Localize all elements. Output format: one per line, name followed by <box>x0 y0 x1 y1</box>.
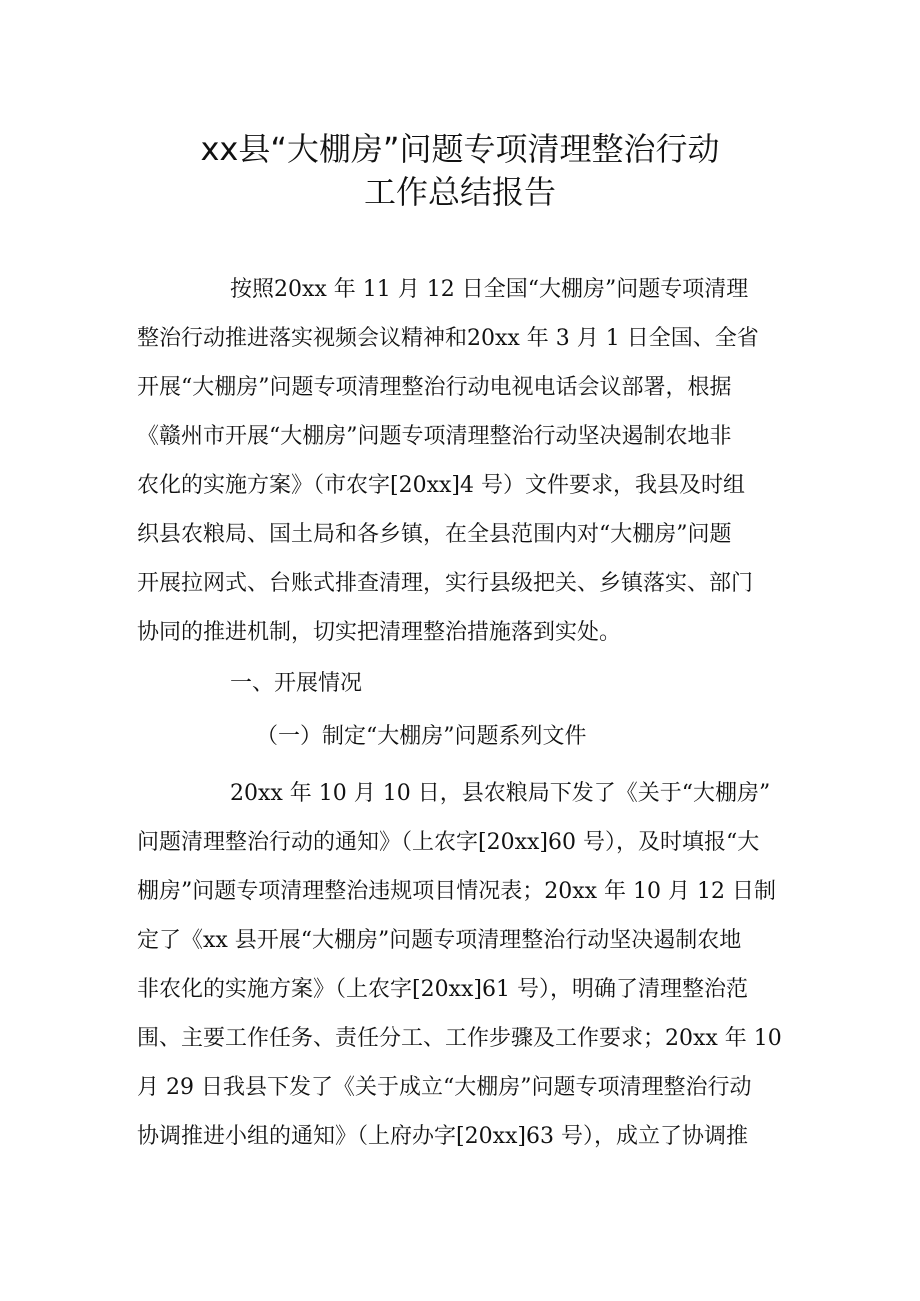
paragraph-line: 开展拉网式、台账式排查清理，实行县级把关、乡镇落实、部门 <box>137 571 754 596</box>
document-title-line-2: 工作总结报告 <box>363 173 556 211</box>
paragraph-line: 《赣州市开展“大棚房”问题专项清理整治行动坚决遏制农地非 <box>137 424 732 449</box>
paragraph-line: 整治行动推进落实视频会议精神和20xx 年 3 月 1 日全国、全省 <box>137 326 759 351</box>
paragraph-line: 月 29 日我县下发了《关于成立“大棚房”问题专项清理整治行动 <box>137 1075 752 1100</box>
paragraph-line: 协调推进小组的通知》（上府办字[20xx]63 号），成立了协调推 <box>137 1124 748 1149</box>
paragraph-line: 围、主要工作任务、责任分工、工作步骤及工作要求；20xx 年 10 <box>137 1026 782 1051</box>
paragraph-line: 20xx 年 10 月 10 日，县农粮局下发了《关于“大棚房” <box>230 781 771 806</box>
document-title-line-1: xx县“大棚房”问题专项清理整治行动 <box>200 130 720 168</box>
paragraph-line: 按照20xx 年 11 月 12 日全国“大棚房”问题专项清理 <box>230 277 749 302</box>
paragraph-line: 开展“大棚房”问题专项清理整治行动电视电话会议部署，根据 <box>137 375 732 400</box>
subsection-heading: （一）制定“大棚房”问题系列文件 <box>256 724 587 749</box>
paragraph-line: 农化的实施方案》（市农字[20xx]4 号）文件要求，我县及时组 <box>137 473 745 498</box>
paragraph-line: 织县农粮局、国土局和各乡镇，在全县范围内对“大棚房”问题 <box>137 522 732 547</box>
paragraph-line: 定了《xx 县开展“大棚房”问题专项清理整治行动坚决遏制农地 <box>137 928 742 953</box>
paragraph-line: 棚房”问题专项清理整治违规项目情况表；20xx 年 10 月 12 日制 <box>137 879 777 904</box>
section-heading: 一、开展情况 <box>230 671 363 696</box>
paragraph-line: 协同的推进机制，切实把清理整治措施落到实处。 <box>137 620 622 645</box>
paragraph-line: 问题清理整治行动的通知》（上农字[20xx]60 号），及时填报“大 <box>137 830 760 855</box>
paragraph-line: 非农化的实施方案》（上农字[20xx]61 号），明确了清理整治范 <box>137 977 748 1002</box>
